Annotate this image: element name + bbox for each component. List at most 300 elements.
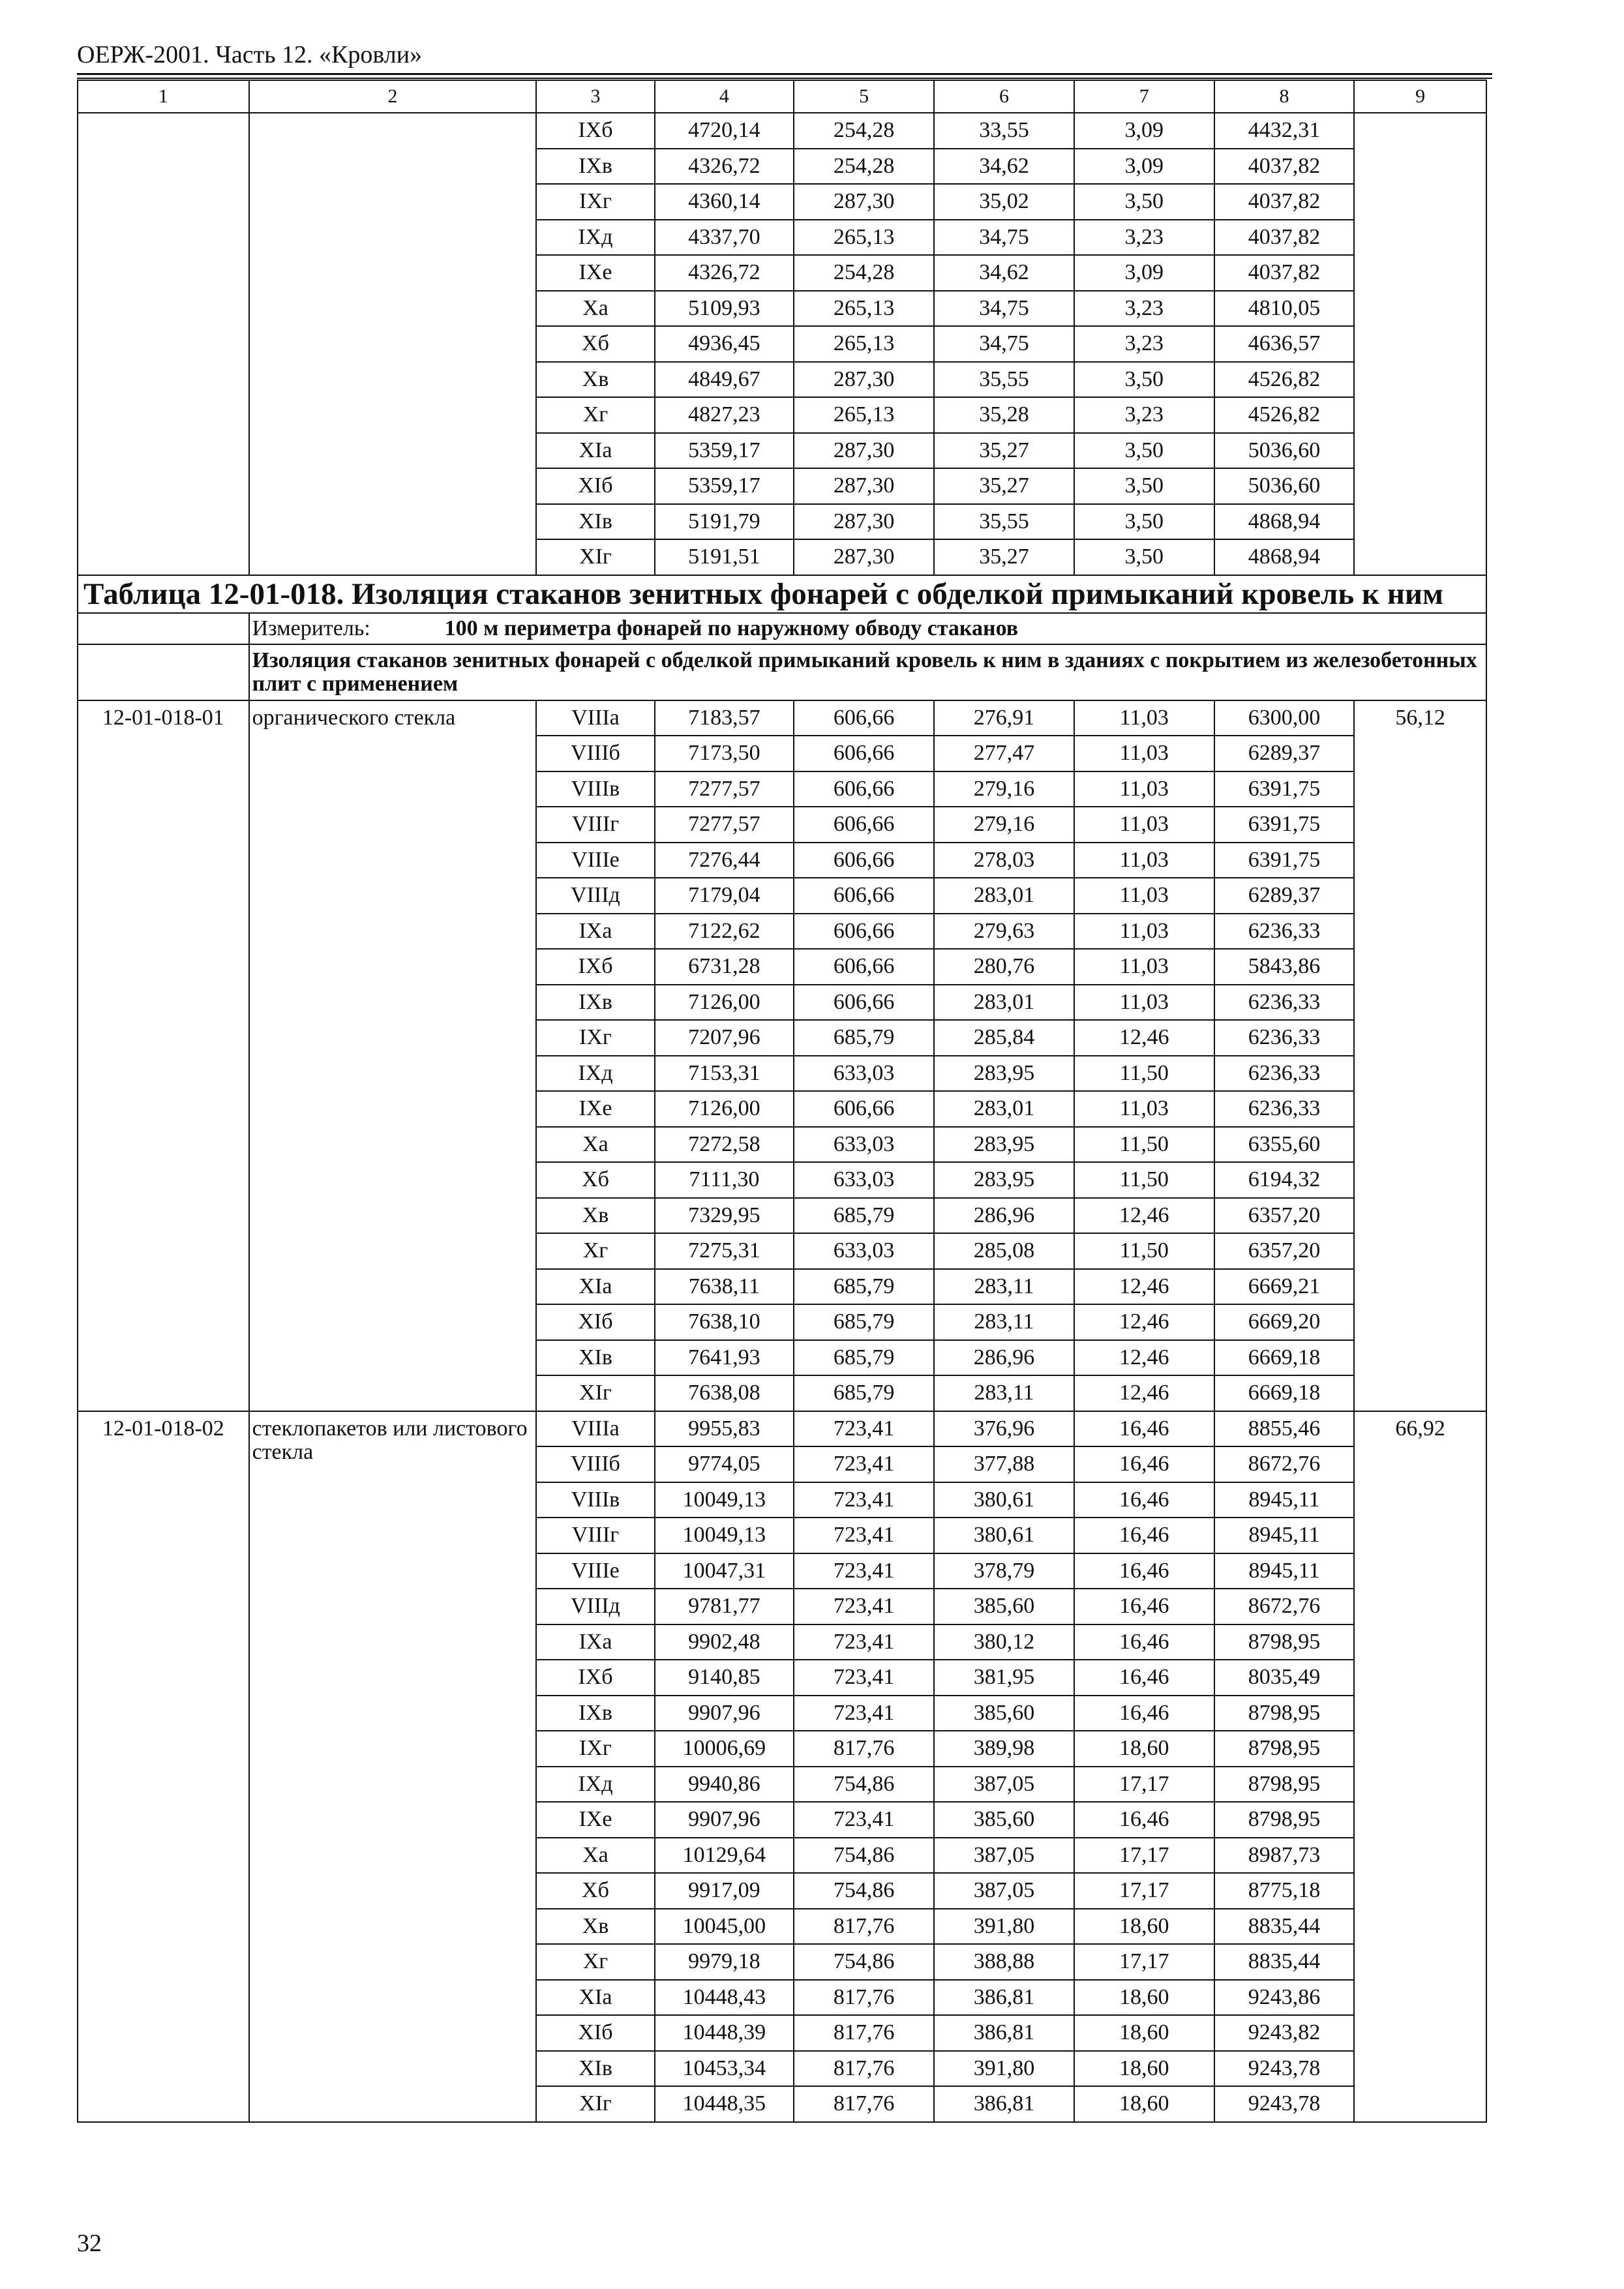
table-cell: 8945,11	[1214, 1553, 1355, 1589]
table-cell: 279,16	[934, 807, 1074, 843]
table-cell: 283,01	[934, 878, 1074, 914]
table-cell: VIIIв	[536, 1482, 654, 1518]
table-cell: 4326,72	[655, 255, 794, 291]
table-cell: 18,60	[1074, 1980, 1214, 2016]
table-cell: 11,03	[1074, 914, 1214, 950]
table-cell: 9243,82	[1214, 2015, 1355, 2051]
table-cell: 9774,05	[655, 1446, 794, 1482]
table-cell: 4720,14	[655, 113, 794, 149]
table-cell: 16,46	[1074, 1411, 1214, 1447]
table-cell: 11,50	[1074, 1127, 1214, 1163]
table-cell: 283,01	[934, 1091, 1074, 1127]
table-cell: IXг	[536, 184, 654, 220]
table-cell: 7272,58	[655, 1127, 794, 1163]
table-cell: 10448,35	[655, 2086, 794, 2122]
table-cell: VIIIд	[536, 878, 654, 914]
table-cell: 287,30	[794, 184, 934, 220]
table-cell: 7179,04	[655, 878, 794, 914]
table-cell: Xб	[536, 326, 654, 362]
table-cell: 633,03	[794, 1162, 934, 1198]
rate-extra: 56,12	[1354, 700, 1486, 1411]
table-cell: 606,66	[794, 1091, 934, 1127]
table-cell: 723,41	[794, 1446, 934, 1482]
table-cell: 754,86	[794, 1944, 934, 1980]
page-header: ОЕРЖ-2001. Часть 12. «Кровли»	[77, 41, 423, 68]
column-number: 1	[78, 80, 249, 113]
column-number: 8	[1214, 80, 1355, 113]
table-cell: 278,03	[934, 843, 1074, 878]
table-cell: 283,95	[934, 1162, 1074, 1198]
table-cell: 3,09	[1074, 149, 1214, 185]
table-cell: 377,88	[934, 1446, 1074, 1482]
table-row	[78, 700, 1486, 736]
table-cell: 7638,08	[655, 1375, 794, 1411]
table-cell: 685,79	[794, 1340, 934, 1376]
table-cell: 10045,00	[655, 1909, 794, 1945]
table-cell: 4827,23	[655, 397, 794, 433]
column-number: 4	[655, 80, 794, 113]
table-cell: 8672,76	[1214, 1446, 1355, 1482]
table-cell: 16,46	[1074, 1518, 1214, 1553]
table-cell: 606,66	[794, 843, 934, 878]
table-cell: 254,28	[794, 149, 934, 185]
table-cell: VIIIа	[536, 700, 654, 736]
rate-code: 12-01-018-02	[78, 1411, 249, 2122]
table-cell: 606,66	[794, 949, 934, 985]
table-cell: 8835,44	[1214, 1909, 1355, 1945]
table-cell: 8035,49	[1214, 1660, 1355, 1696]
table-cell: 9907,96	[655, 1696, 794, 1731]
table-cell: 6669,18	[1214, 1375, 1355, 1411]
table-cell: 17,17	[1074, 1767, 1214, 1803]
table-cell: 385,60	[934, 1589, 1074, 1624]
table-cell: 386,81	[934, 2015, 1074, 2051]
table-cell: VIIIе	[536, 1553, 654, 1589]
table-title: Таблица 12-01-018. Изоляция стаканов зенитных фонарей с обделкой примыканий кровель к ним	[78, 575, 1486, 613]
table-cell: 6289,37	[1214, 878, 1355, 914]
table-cell: IXд	[536, 220, 654, 256]
table-cell: Xа	[536, 291, 654, 327]
table-cell: 606,66	[794, 878, 934, 914]
table-cell: 8945,11	[1214, 1482, 1355, 1518]
rate-code: 12-01-018-01	[78, 700, 249, 1411]
table-cell: 5036,60	[1214, 433, 1355, 469]
table-cell: 3,50	[1074, 433, 1214, 469]
table-cell: 254,28	[794, 255, 934, 291]
table-cell: 7111,30	[655, 1162, 794, 1198]
table-cell: 4337,70	[655, 220, 794, 256]
table-cell: 7126,00	[655, 985, 794, 1021]
table-cell: 7153,31	[655, 1056, 794, 1092]
table-cell: 287,30	[794, 433, 934, 469]
table-cell: 16,46	[1074, 1589, 1214, 1624]
table-cell: 817,76	[794, 2051, 934, 2087]
table-cell: 10049,13	[655, 1482, 794, 1518]
table-cell: 5036,60	[1214, 468, 1355, 504]
table-cell: 9243,78	[1214, 2086, 1355, 2122]
table-cell: 18,60	[1074, 2015, 1214, 2051]
table-cell: 12,46	[1074, 1375, 1214, 1411]
table-cell: 9917,09	[655, 1873, 794, 1909]
table-cell: VIIIб	[536, 736, 654, 771]
table-cell: IXб	[536, 949, 654, 985]
table-cell: 4037,82	[1214, 149, 1355, 185]
table-cell: 8775,18	[1214, 1873, 1355, 1909]
table-cell: Xа	[536, 1838, 654, 1874]
header-rule	[77, 73, 1492, 75]
column-number: 9	[1354, 80, 1486, 113]
table-cell: IXб	[536, 113, 654, 149]
table-cell: IXе	[536, 1091, 654, 1127]
table-body	[78, 80, 1486, 2122]
table-cell: 9979,18	[655, 1944, 794, 1980]
table-cell: 5359,17	[655, 433, 794, 469]
table-cell: 386,81	[934, 1980, 1074, 2016]
table-cell: 283,95	[934, 1127, 1074, 1163]
table-cell: XIа	[536, 433, 654, 469]
rate-name: органического стекла	[249, 700, 537, 1411]
table-cell: 280,76	[934, 949, 1074, 985]
table-cell: 6391,75	[1214, 807, 1355, 843]
table-cell: IXб	[536, 1660, 654, 1696]
table-cell: 3,50	[1074, 504, 1214, 540]
table-cell: 376,96	[934, 1411, 1074, 1447]
rate-extra: 66,92	[1354, 1411, 1486, 2122]
table-cell: 9243,86	[1214, 1980, 1355, 2016]
table-cell: 7275,31	[655, 1233, 794, 1269]
table-cell: 7329,95	[655, 1198, 794, 1234]
table-cell: IXе	[536, 255, 654, 291]
table-cell: 16,46	[1074, 1624, 1214, 1660]
table-cell: 391,80	[934, 1909, 1074, 1945]
table-cell: 34,75	[934, 326, 1074, 362]
table-cell: 6355,60	[1214, 1127, 1355, 1163]
table-cell: 10047,31	[655, 1553, 794, 1589]
table-cell: 4868,94	[1214, 539, 1355, 575]
table-cell: 754,86	[794, 1838, 934, 1874]
table-cell: IXд	[536, 1767, 654, 1803]
table-cell: Xб	[536, 1873, 654, 1909]
table-row	[78, 1411, 1486, 1447]
table-cell: XIб	[536, 1304, 654, 1340]
name-cell	[249, 113, 537, 575]
table-cell: 817,76	[794, 1909, 934, 1945]
subheading-row	[78, 644, 1486, 700]
table-cell: 723,41	[794, 1518, 934, 1553]
table-cell: 17,17	[1074, 1873, 1214, 1909]
table-cell: 11,03	[1074, 878, 1214, 914]
measure-blank	[78, 613, 249, 644]
code-cell	[78, 113, 249, 575]
table-cell: 7277,57	[655, 807, 794, 843]
table-cell: 3,23	[1074, 220, 1214, 256]
table-cell: 817,76	[794, 1731, 934, 1767]
table-cell: 633,03	[794, 1233, 934, 1269]
table-cell: 8798,95	[1214, 1802, 1355, 1838]
column-numbers-row	[78, 80, 1486, 113]
table-cell: 3,23	[1074, 397, 1214, 433]
table-cell: 18,60	[1074, 1909, 1214, 1945]
table-cell: IXв	[536, 1696, 654, 1731]
table-cell: XIг	[536, 539, 654, 575]
table-cell: 5191,51	[655, 539, 794, 575]
table-cell: XIб	[536, 468, 654, 504]
table-cell: Xв	[536, 1909, 654, 1945]
table-cell: 279,16	[934, 771, 1074, 807]
header-rule-inner	[77, 78, 1492, 79]
table-cell: XIг	[536, 1375, 654, 1411]
measure-cell	[249, 613, 1486, 644]
table-cell: 6391,75	[1214, 843, 1355, 878]
table-cell: 16,46	[1074, 1696, 1214, 1731]
table-cell: 5359,17	[655, 468, 794, 504]
table-cell: 283,11	[934, 1375, 1074, 1411]
table-cell: 6300,00	[1214, 700, 1355, 736]
table-cell: 5191,79	[655, 504, 794, 540]
table-cell: 4636,57	[1214, 326, 1355, 362]
table-cell: 9902,48	[655, 1624, 794, 1660]
table-cell: 6236,33	[1214, 914, 1355, 950]
table-cell: 4037,82	[1214, 255, 1355, 291]
table-cell: 9940,86	[655, 1767, 794, 1803]
table-cell: 385,60	[934, 1696, 1074, 1731]
table-cell: 387,05	[934, 1873, 1074, 1909]
table-cell: 35,55	[934, 504, 1074, 540]
table-cell: 11,03	[1074, 700, 1214, 736]
table-cell: 11,03	[1074, 1091, 1214, 1127]
table-cell: Xг	[536, 397, 654, 433]
table-cell: 6669,21	[1214, 1269, 1355, 1305]
table-cell: 723,41	[794, 1802, 934, 1838]
table-cell: 7122,62	[655, 914, 794, 950]
table-cell: 9243,78	[1214, 2051, 1355, 2087]
table-cell: 6289,37	[1214, 736, 1355, 771]
table-cell: 18,60	[1074, 2086, 1214, 2122]
table-cell: 7276,44	[655, 843, 794, 878]
table-cell: 287,30	[794, 468, 934, 504]
table-cell: 685,79	[794, 1375, 934, 1411]
table-cell: 3,09	[1074, 113, 1214, 149]
table-cell: Xб	[536, 1162, 654, 1198]
table-cell: 723,41	[794, 1696, 934, 1731]
table-cell: 391,80	[934, 2051, 1074, 2087]
table-cell: 12,46	[1074, 1269, 1214, 1305]
table-cell: 723,41	[794, 1411, 934, 1447]
table-cell: 9955,83	[655, 1411, 794, 1447]
table-cell: VIIIд	[536, 1589, 654, 1624]
table-cell: 723,41	[794, 1482, 934, 1518]
table-cell: 35,27	[934, 468, 1074, 504]
table-cell: 3,23	[1074, 291, 1214, 327]
table-cell: 3,50	[1074, 539, 1214, 575]
table-cell: Xв	[536, 1198, 654, 1234]
table-cell: 16,46	[1074, 1482, 1214, 1518]
table-cell: 7126,00	[655, 1091, 794, 1127]
table-cell: 6669,18	[1214, 1340, 1355, 1376]
table-cell: 7641,93	[655, 1340, 794, 1376]
table-cell: 34,62	[934, 149, 1074, 185]
table-cell: 3,09	[1074, 255, 1214, 291]
table-cell: IXг	[536, 1731, 654, 1767]
table-cell: 6357,20	[1214, 1198, 1355, 1234]
column-number: 2	[249, 80, 537, 113]
table-cell: VIIIг	[536, 807, 654, 843]
table-cell: 5843,86	[1214, 949, 1355, 985]
table-cell: 276,91	[934, 700, 1074, 736]
table-cell: IXа	[536, 914, 654, 950]
table-cell: 35,02	[934, 184, 1074, 220]
table-cell: 380,61	[934, 1518, 1074, 1553]
table-cell: 6194,32	[1214, 1162, 1355, 1198]
table-cell: 685,79	[794, 1304, 934, 1340]
table-cell: 6236,33	[1214, 1056, 1355, 1092]
rates-table	[77, 80, 1487, 2123]
table-cell: 10448,39	[655, 2015, 794, 2051]
table-cell: 6669,20	[1214, 1304, 1355, 1340]
table-cell: 12,46	[1074, 1304, 1214, 1340]
table-cell: 33,55	[934, 113, 1074, 149]
table-cell: 3,50	[1074, 468, 1214, 504]
table-cell: 8798,95	[1214, 1767, 1355, 1803]
table-cell: 4526,82	[1214, 397, 1355, 433]
table-cell: 265,13	[794, 326, 934, 362]
table-cell: 380,12	[934, 1624, 1074, 1660]
table-cell: 11,03	[1074, 843, 1214, 878]
table-cell: 35,27	[934, 433, 1074, 469]
table-cell: XIб	[536, 2015, 654, 2051]
table-cell: 11,03	[1074, 949, 1214, 985]
table-cell: 18,60	[1074, 1731, 1214, 1767]
table-cell: IXе	[536, 1802, 654, 1838]
table-cell: 8798,95	[1214, 1624, 1355, 1660]
table-cell: IXв	[536, 149, 654, 185]
table-cell: 286,96	[934, 1198, 1074, 1234]
table-cell: 8672,76	[1214, 1589, 1355, 1624]
table-cell: 279,63	[934, 914, 1074, 950]
table-cell: 6236,33	[1214, 1020, 1355, 1056]
table-cell: 754,86	[794, 1767, 934, 1803]
table-cell: 7638,11	[655, 1269, 794, 1305]
table-cell: 35,27	[934, 539, 1074, 575]
table-cell: 817,76	[794, 2086, 934, 2122]
table-cell: 723,41	[794, 1660, 934, 1696]
table-cell: 11,50	[1074, 1233, 1214, 1269]
table-cell: 723,41	[794, 1624, 934, 1660]
table-cell: IXг	[536, 1020, 654, 1056]
table-cell: 11,03	[1074, 807, 1214, 843]
table-cell: 6236,33	[1214, 985, 1355, 1021]
table-cell: 6391,75	[1214, 771, 1355, 807]
table-cell: 8798,95	[1214, 1731, 1355, 1767]
table-cell: 16,46	[1074, 1802, 1214, 1838]
table-cell: 6357,20	[1214, 1233, 1355, 1269]
table-cell: 283,01	[934, 985, 1074, 1021]
table-cell: 4037,82	[1214, 220, 1355, 256]
table-cell: 606,66	[794, 771, 934, 807]
table-cell: 633,03	[794, 1056, 934, 1092]
table-cell: 385,60	[934, 1802, 1074, 1838]
table-cell: 388,88	[934, 1944, 1074, 1980]
table-cell: 381,95	[934, 1660, 1074, 1696]
table-cell: 606,66	[794, 736, 934, 771]
table-cell: 277,47	[934, 736, 1074, 771]
table-cell: 11,03	[1074, 736, 1214, 771]
table-cell: 17,17	[1074, 1944, 1214, 1980]
subheading: Изоляция стаканов зенитных фонарей с обделкой примыканий кровель к ним в зданиях с покрытием из железобетонных плит с применением	[249, 644, 1486, 700]
table-cell: 8945,11	[1214, 1518, 1355, 1553]
table-cell: 283,11	[934, 1304, 1074, 1340]
table-cell: 606,66	[794, 914, 934, 950]
table-cell: 4849,67	[655, 362, 794, 398]
table-cell: 6236,33	[1214, 1091, 1355, 1127]
subheading-blank	[78, 644, 249, 700]
table-cell: 4432,31	[1214, 113, 1355, 149]
table-cell: 16,46	[1074, 1446, 1214, 1482]
table-cell: 283,11	[934, 1269, 1074, 1305]
table-cell: 606,66	[794, 700, 934, 736]
table-cell: 7183,57	[655, 700, 794, 736]
table-cell: 387,05	[934, 1838, 1074, 1874]
table-cell: IXа	[536, 1624, 654, 1660]
table-cell: 7277,57	[655, 771, 794, 807]
extra-cell	[1354, 113, 1486, 575]
table-cell: 283,95	[934, 1056, 1074, 1092]
table-cell: 16,46	[1074, 1660, 1214, 1696]
table-cell: 11,03	[1074, 985, 1214, 1021]
table-cell: 12,46	[1074, 1020, 1214, 1056]
table-cell: 606,66	[794, 807, 934, 843]
table-cell: VIIIб	[536, 1446, 654, 1482]
table-cell: 685,79	[794, 1020, 934, 1056]
table-cell: 10006,69	[655, 1731, 794, 1767]
measure-value: 100 м периметра фонарей по наружному обводу стаканов	[444, 616, 1019, 640]
table-cell: 8798,95	[1214, 1696, 1355, 1731]
table-cell: 4360,14	[655, 184, 794, 220]
table-cell: 18,60	[1074, 2051, 1214, 2087]
table-cell: Xв	[536, 362, 654, 398]
table-cell: 5109,93	[655, 291, 794, 327]
table-cell: XIв	[536, 504, 654, 540]
column-number: 7	[1074, 80, 1214, 113]
column-number: 3	[536, 80, 654, 113]
table-cell: XIа	[536, 1980, 654, 2016]
table-cell: 386,81	[934, 2086, 1074, 2122]
table-cell: 723,41	[794, 1553, 934, 1589]
measure-row	[78, 613, 1486, 644]
table-cell: 685,79	[794, 1198, 934, 1234]
table-cell: 4868,94	[1214, 504, 1355, 540]
table-cell: 3,50	[1074, 362, 1214, 398]
table-cell: 4037,82	[1214, 184, 1355, 220]
table-cell: 7638,10	[655, 1304, 794, 1340]
table-cell: 7173,50	[655, 736, 794, 771]
table-cell: 34,62	[934, 255, 1074, 291]
table-cell: 35,55	[934, 362, 1074, 398]
table-cell: 10448,43	[655, 1980, 794, 2016]
table-cell: 378,79	[934, 1553, 1074, 1589]
table-cell: 633,03	[794, 1127, 934, 1163]
table-cell: 387,05	[934, 1767, 1074, 1803]
table-cell: 265,13	[794, 397, 934, 433]
table-cell: 265,13	[794, 220, 934, 256]
table-cell: 11,50	[1074, 1162, 1214, 1198]
table-cell: 606,66	[794, 985, 934, 1021]
table-cell: Xг	[536, 1944, 654, 1980]
table-cell: 287,30	[794, 539, 934, 575]
table-cell: Xа	[536, 1127, 654, 1163]
table-cell: VIIIв	[536, 771, 654, 807]
table-cell: 285,08	[934, 1233, 1074, 1269]
